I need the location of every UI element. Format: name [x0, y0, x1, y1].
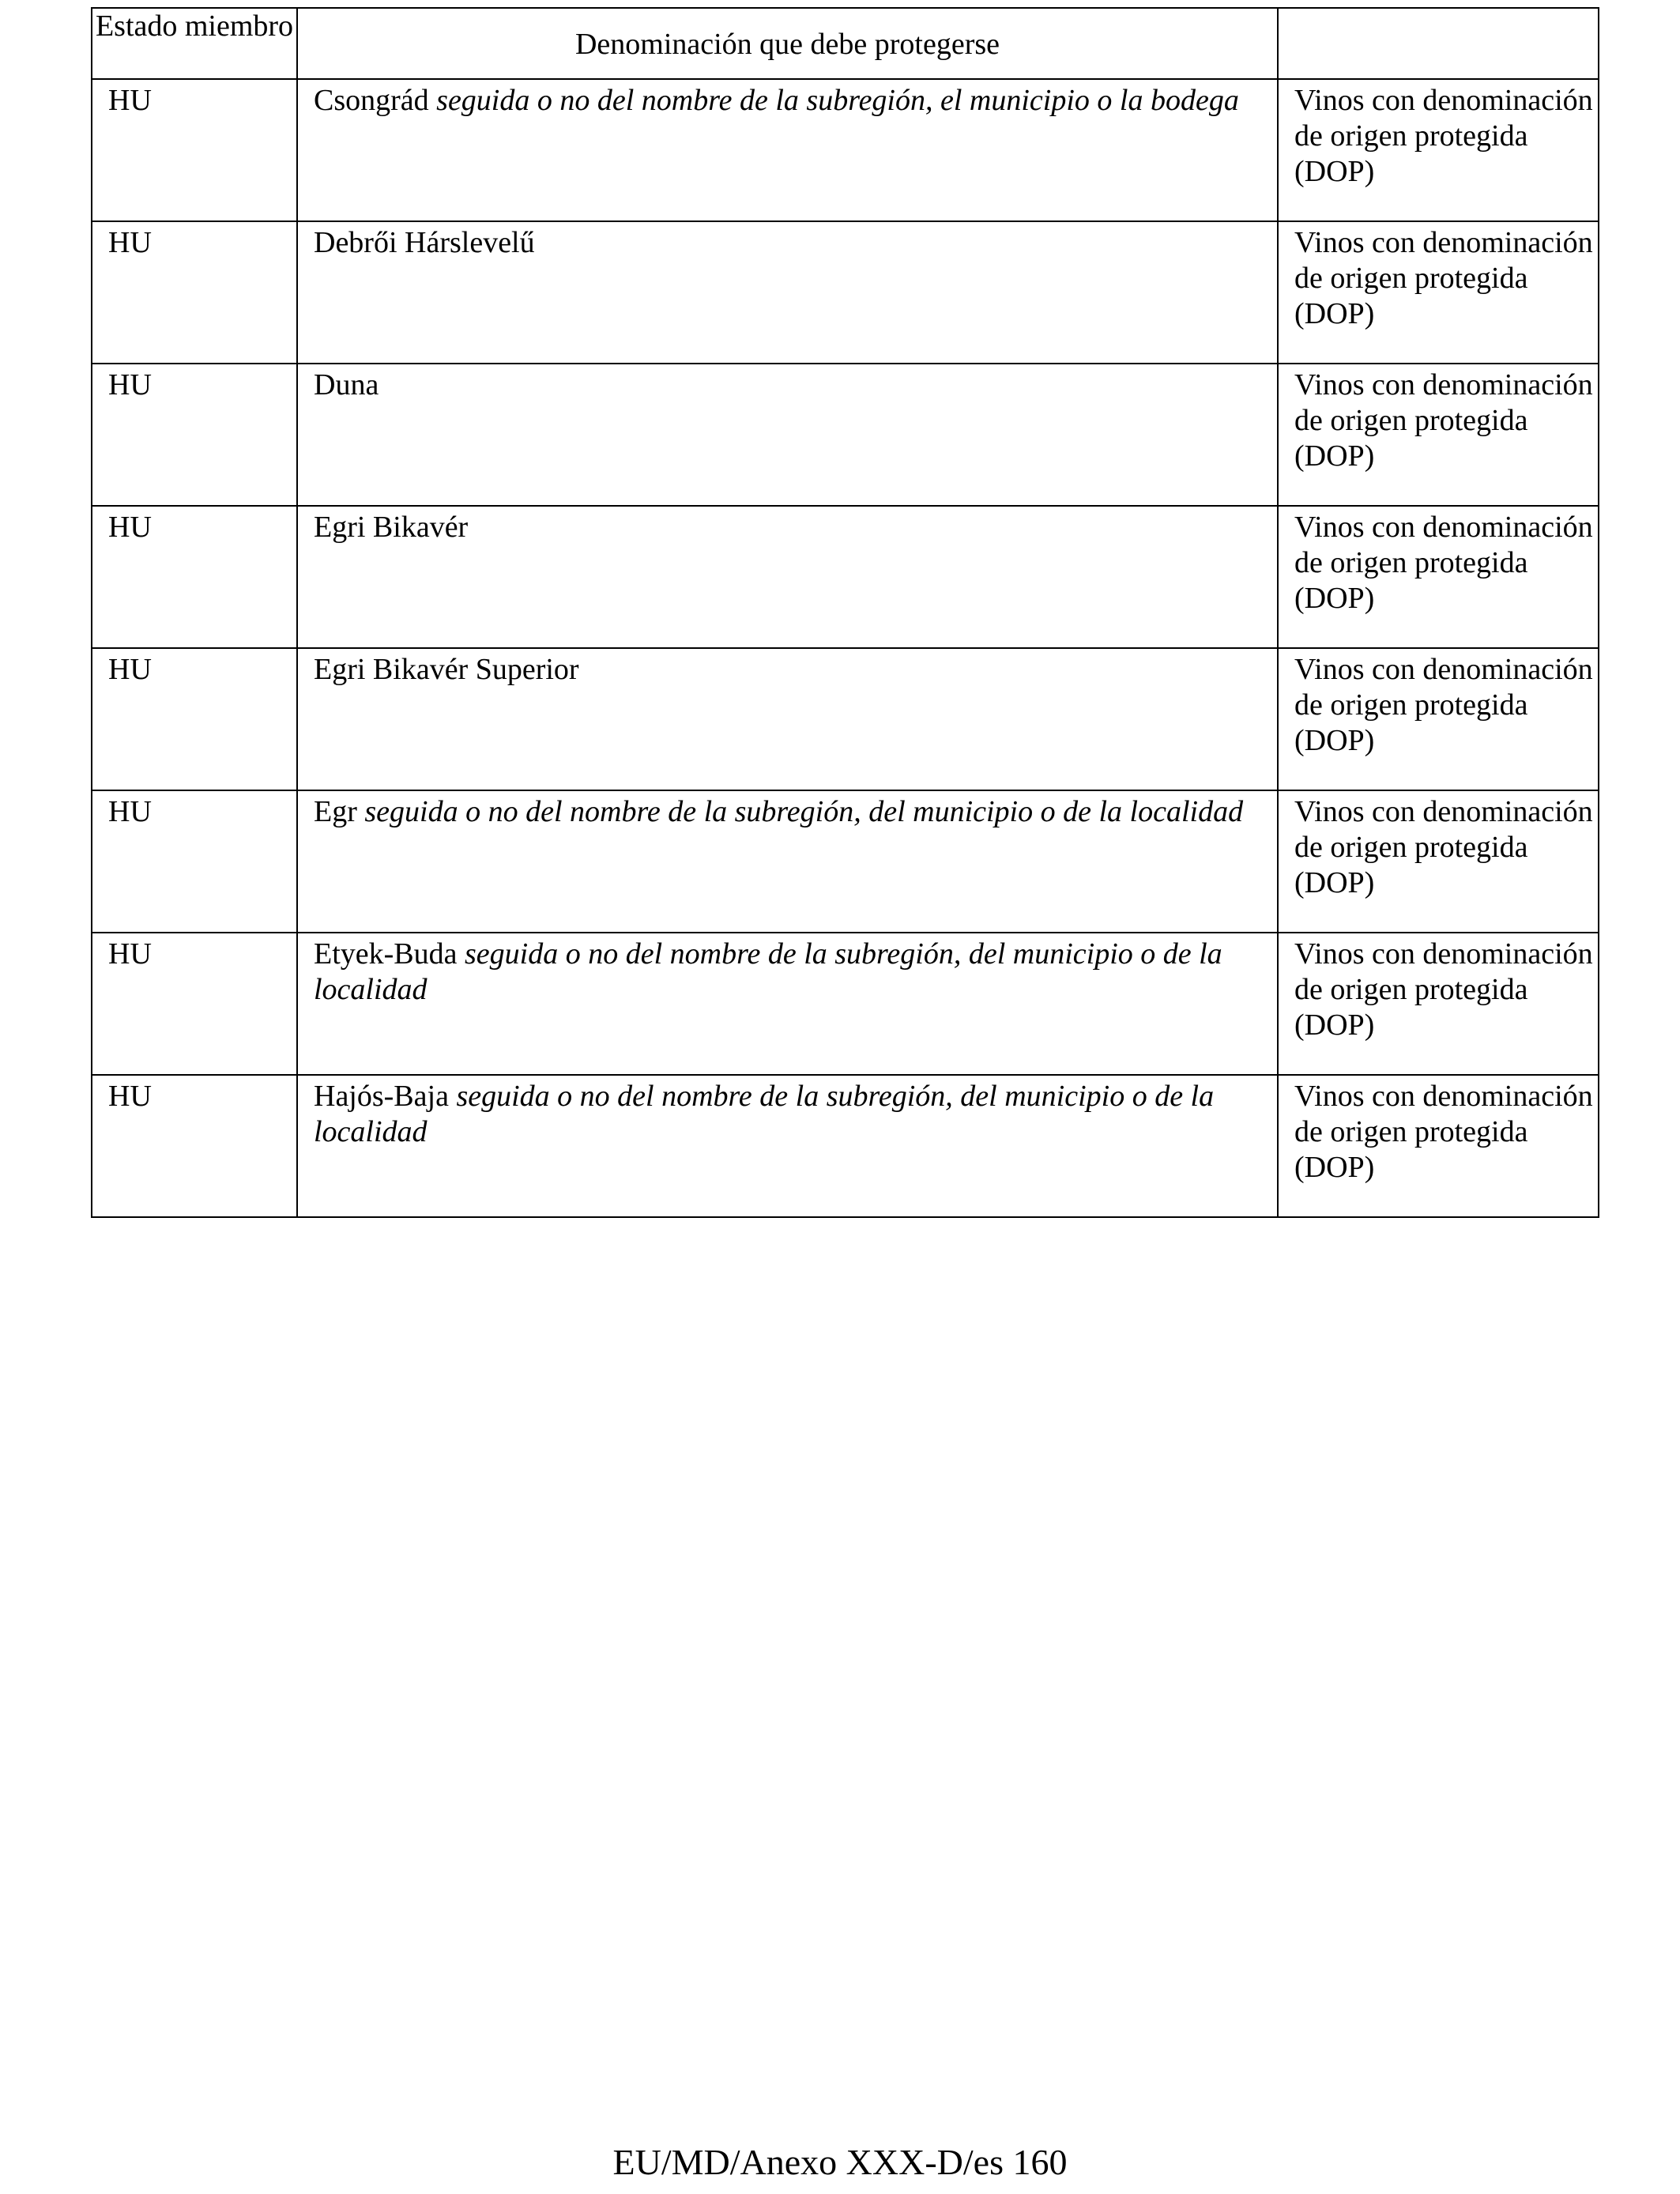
header-protected-name [297, 8, 1278, 79]
protected-name: Hajós-Baja [314, 1080, 449, 1113]
category-cell [1278, 364, 1599, 506]
category-text: Vinos con denominación de origen protegida (DOP) [1294, 84, 1593, 188]
state-code: HU [108, 84, 152, 117]
state-code: HU [108, 226, 152, 259]
state-code: HU [108, 795, 152, 828]
protected-name: Etyek-Buda [314, 937, 458, 971]
name-cell [297, 364, 1278, 506]
category-text: Vinos con denominación de origen protegida (DOP) [1294, 1080, 1593, 1184]
table-header-row [92, 8, 1599, 79]
category-cell [1278, 648, 1599, 790]
state-code: HU [108, 1080, 152, 1113]
state-code: HU [108, 937, 152, 971]
state-cell [92, 79, 297, 221]
header-category [1278, 8, 1599, 79]
protected-name: Debrői Hárslevelű [314, 226, 535, 259]
category-text: Vinos con denominación de origen protegida (DOP) [1294, 795, 1593, 899]
protected-name: Egri Bikavér Superior [314, 653, 579, 686]
name-qualifier: seguida o no del nombre de la subregión, del municipio o de la localidad [314, 937, 1222, 1006]
state-cell [92, 221, 297, 364]
category-text: Vinos con denominación de origen protegida (DOP) [1294, 511, 1593, 615]
header-protected-name-label: Denominación que debe protegerse [574, 28, 1000, 61]
header-member-state-label: Estado miembro [95, 9, 294, 43]
name-cell [297, 506, 1278, 648]
state-cell [92, 648, 297, 790]
table-row [92, 1075, 1599, 1217]
table-row [92, 364, 1599, 506]
category-cell [1278, 221, 1599, 364]
category-text: Vinos con denominación de origen protegida (DOP) [1294, 653, 1593, 757]
protected-name: Duna [314, 368, 379, 401]
header-member-state [92, 8, 297, 79]
name-qualifier: seguida o no del nombre de la subregión, del municipio o de la localidad [364, 795, 1244, 828]
table-row [92, 221, 1599, 364]
name-cell [297, 1075, 1278, 1217]
state-cell [92, 790, 297, 933]
name-cell [297, 221, 1278, 364]
protected-names-table [91, 7, 1599, 1218]
table-row [92, 648, 1599, 790]
category-cell [1278, 1075, 1599, 1217]
category-cell [1278, 79, 1599, 221]
state-cell [92, 364, 297, 506]
state-code: HU [108, 511, 152, 544]
name-cell [297, 790, 1278, 933]
category-text: Vinos con denominación de origen protegida (DOP) [1294, 368, 1593, 473]
table-row [92, 506, 1599, 648]
name-cell [297, 648, 1278, 790]
category-text: Vinos con denominación de origen protegida (DOP) [1294, 226, 1593, 330]
table-row [92, 790, 1599, 933]
name-qualifier: seguida o no del nombre de la subregión, del municipio o de la localidad [314, 1080, 1215, 1148]
name-cell [297, 933, 1278, 1075]
page-footer-reference: EU/MD/Anexo XXX-D/es 160 [612, 2142, 1068, 2182]
category-cell [1278, 790, 1599, 933]
category-text: Vinos con denominación de origen protegida (DOP) [1294, 937, 1593, 1042]
protected-name: Egr [314, 795, 357, 828]
table-row [92, 79, 1599, 221]
name-cell [297, 79, 1278, 221]
state-cell [92, 1075, 297, 1217]
state-cell [92, 933, 297, 1075]
category-cell [1278, 506, 1599, 648]
state-code: HU [108, 653, 152, 686]
protected-name: Egri Bikavér [314, 511, 469, 544]
category-cell [1278, 933, 1599, 1075]
name-qualifier: seguida o no del nombre de la subregión, el municipio o la bodega [436, 84, 1239, 117]
protected-name: Csongrád [314, 84, 429, 117]
state-cell [92, 506, 297, 648]
state-code: HU [108, 368, 152, 401]
table-row [92, 933, 1599, 1075]
